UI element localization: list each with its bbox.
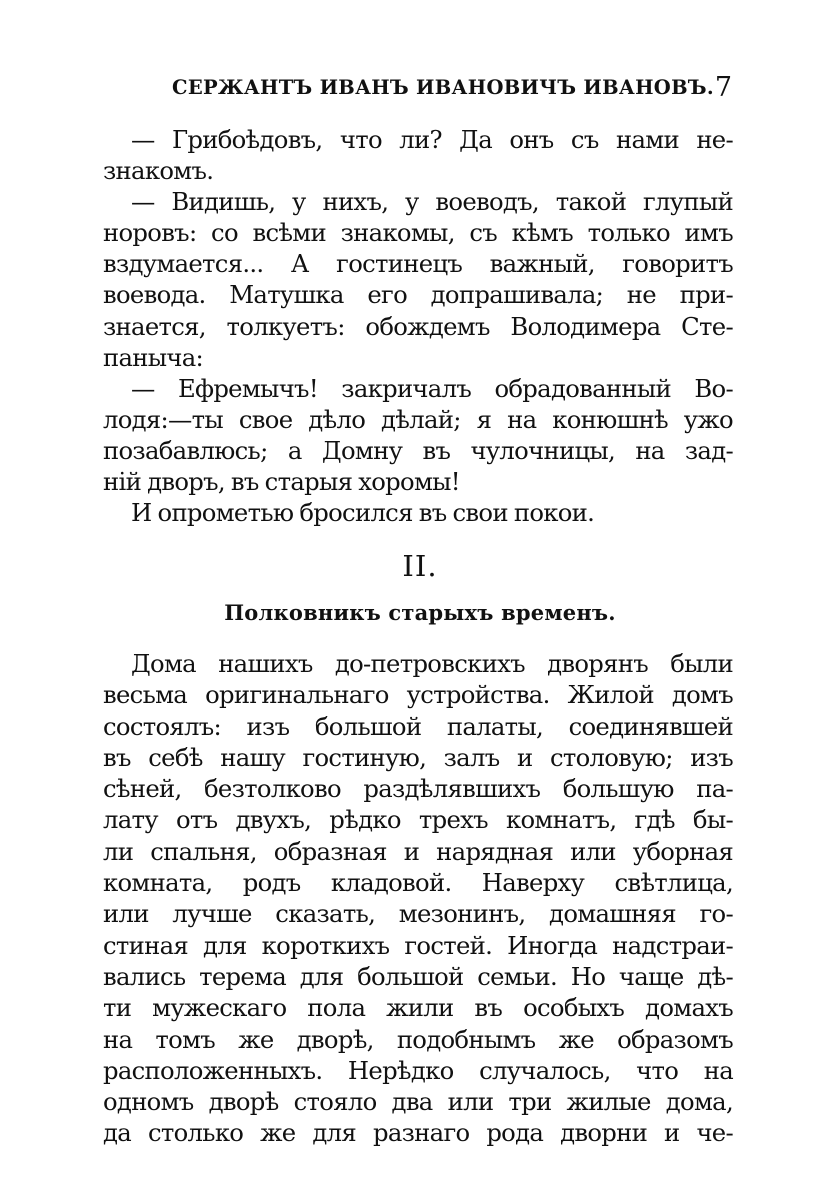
- chapter-number: II.: [402, 549, 438, 583]
- running-title: СЕРЖАНТЪ ИВАНЪ ИВАНОВИЧЪ ИВАНОВЪ.: [172, 76, 714, 99]
- text-line: лодя:—ты свое дѣло дѣлай; я на конюшнѣ ужо: [103, 404, 733, 434]
- text-line: расположенныхъ. Нерѣдко случалось, что на: [103, 1055, 733, 1085]
- text-line: сѣней, безтолково раздѣлявшихъ большую па-: [103, 774, 733, 804]
- text-line: вздумается... А гостинецъ важный, говоритъ: [103, 249, 733, 279]
- text-section-2: [103, 648, 733, 1149]
- text-line: комната, родъ кладовой. Наверху свѣтлица,: [103, 868, 733, 898]
- text-line: въ себѣ нашу гостиную, залъ и столовую; изъ: [103, 742, 733, 772]
- text-line: знакомъ.: [103, 156, 214, 186]
- text-line: воевода. Матушка его допрашивала; не при-: [103, 280, 733, 310]
- text-line: да столько же для разнаго рода дворни и че-: [103, 1118, 733, 1148]
- text-line: ній дворъ, въ старыя хоромы!: [103, 467, 460, 497]
- text-line: на томъ же дворѣ, подобнымъ же образомъ: [103, 1024, 733, 1054]
- text-line: весьма оригинальнаго устройства. Жилой домъ: [103, 680, 733, 710]
- page-number: 7: [714, 72, 732, 103]
- text-line: Дома нашихъ до-петровскихъ дворянъ были: [131, 649, 733, 678]
- text-line: — Грибоѣдовъ, что ли? Да онъ съ нами не-: [131, 125, 733, 154]
- text-section-1: [103, 124, 733, 528]
- text-line: вались терема для большой семьи. Но чаще дѣ-: [103, 961, 733, 991]
- text-line: позабавлюсь; а Домну въ чулочницы, на зад-: [103, 435, 733, 465]
- text-line: И опрометью бросился въ свои покои.: [131, 498, 595, 528]
- text-line: стиная для короткихъ гостей. Иногда надстраи-: [103, 930, 733, 960]
- text-line: лату отъ двухъ, рѣдко трехъ комнатъ, гдѣ бы-: [103, 805, 733, 835]
- text-line: знается, толкуетъ: обождемъ Володимера Сте-: [103, 311, 733, 341]
- text-line: ти мужескаго пола жили въ особыхъ домахъ: [103, 993, 733, 1023]
- text-line: одномъ дворѣ стояло два или три жилые дома,: [103, 1087, 733, 1117]
- running-head: [172, 72, 732, 106]
- text-line: паныча:: [103, 342, 204, 372]
- chapter-title: Полковникъ старыхъ временъ.: [224, 600, 616, 625]
- text-line: состоялъ: изъ большой палаты, соединявшей: [103, 711, 733, 741]
- text-line: норовъ: со всѣми знакомы, съ кѣмъ только имъ: [103, 218, 733, 248]
- text-line: — Видишь, у нихъ, у воеводъ, такой глупый: [131, 187, 733, 217]
- text-line: ли спальня, образная и нарядная или уборная: [103, 836, 733, 866]
- text-line: — Ефремычъ! закричалъ обрадованный Во-: [131, 373, 733, 403]
- text-line: или лучше сказать, мезонинъ, домашняя го-: [103, 899, 733, 929]
